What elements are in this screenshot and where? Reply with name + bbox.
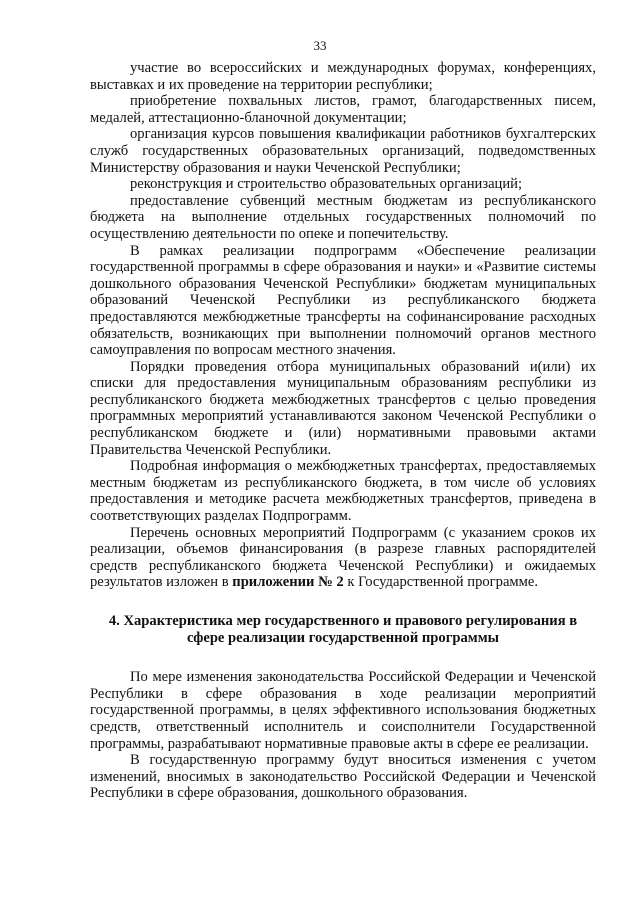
paragraph: приобретение похвальных листов, грамот, благодарственных писем, медалей, аттестационно-бланочной документации; — [90, 93, 596, 126]
paragraph: В государственную программу будут вноситься изменения с учетом изменений, вносимых в законодательство Российской Федерации и Чеченской Республики в сфере образования, дошкольного образования. — [90, 752, 596, 802]
paragraph: Порядки проведения отбора муниципальных образований и(или) их списки для предоставления муниципальным образованиям республики из республиканского бюджета межбюджетных трансфертов с целью проведения программных мероприятий устанавливаются законом Чеченской Республики о республиканском бюджете и (или) нормативными правовыми актами Правительства Чеченской Республики. — [90, 358, 596, 458]
paragraph-text: Перечень основных мероприятий Подпрограмм (с указанием сроков их реализации, объемов финансирования (в разрезе главных распорядителей средств республиканского бюджета Чеченской Республики) и ожидаемых результатов изложен в — [90, 524, 596, 591]
appendix-reference: приложении № 2 — [232, 574, 344, 591]
section-heading: 4. Характеристика мер государственного и правового регулирования в сфере реализации государственной программы — [108, 613, 578, 646]
paragraph-appendix-reference — [90, 525, 596, 591]
paragraph: реконструкция и строительство образовательных организаций; — [130, 176, 523, 193]
paragraph: По мере изменения законодательства Российской Федерации и Чеченской Республики в сфере образования в ходе реализации мероприятий государственной программы, в целях эффективного использования бюджетных средств, ответственный исполнитель и соисполнители Государственной программы, разрабатывают нормативные правовые акты в сфере ее реализации. — [90, 669, 596, 752]
paragraph: организация курсов повышения квалификации работников бухгалтерских служб государственных образовательных организаций, подведомственных Министерству образования и науки Чеченской Республики; — [90, 126, 596, 176]
paragraph: предоставление субвенций местным бюджетам из республиканского бюджета на выполнение отдельных государственных полномочий по осуществлению деятельности по опеке и попечительству. — [90, 192, 596, 242]
paragraph: участие во всероссийских и международных форумах, конференциях, выставках и их проведение на территории республики; — [90, 60, 596, 93]
paragraph-text: к Государственной программе. — [343, 574, 539, 591]
document-body — [90, 60, 596, 802]
paragraph: В рамках реализации подпрограмм «Обеспечение реализации государственной программы в сфере образования и науки» и «Развитие системы дошкольного образования Чеченской Республики» бюджетам муниципальных образований Чеченской Республики из республиканского бюджета предоставляются межбюджетные трансферты на софинансирование расходных обязательств, возникающих при выполнении полномочий органов местного самоуправления по вопросам местного значения. — [90, 242, 596, 359]
page-number: 33 — [313, 38, 327, 53]
paragraph: Подробная информация о межбюджетных трансфертах, предоставляемых местным бюджетам из республиканского бюджета, в том числе об условиях предоставления и методике расчета межбюджетных трансфертов, приведена в соответствующих разделах Подпрограмм. — [90, 458, 596, 525]
